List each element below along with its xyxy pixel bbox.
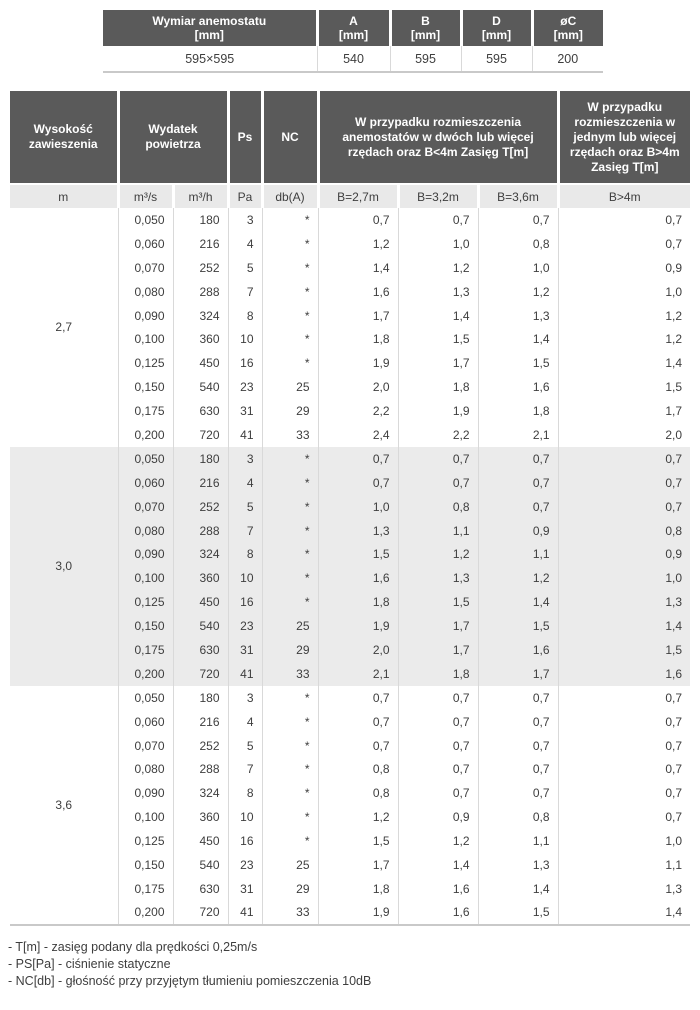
data-cell: 1,7	[398, 351, 478, 375]
data-cell: *	[262, 590, 318, 614]
data-cell: *	[262, 757, 318, 781]
data-cell: 33	[262, 901, 318, 925]
data-cell: 630	[173, 877, 228, 901]
data-cell: 720	[173, 423, 228, 447]
data-cell: 0,125	[118, 590, 173, 614]
data-cell: 31	[228, 399, 262, 423]
data-cell: 0,7	[398, 471, 478, 495]
data-cell: 1,9	[398, 399, 478, 423]
data-cell: 16	[228, 829, 262, 853]
data-cell: 29	[262, 399, 318, 423]
data-cell: 0,7	[478, 781, 558, 805]
data-cell: 0,7	[558, 805, 690, 829]
data-cell: 8	[228, 781, 262, 805]
data-cell: 1,8	[398, 375, 478, 399]
data-cell: 0,7	[398, 686, 478, 710]
data-cell: *	[262, 519, 318, 543]
data-cell: 288	[173, 280, 228, 304]
data-cell: 23	[228, 853, 262, 877]
data-cell: 3	[228, 686, 262, 710]
data-cell: 0,7	[558, 447, 690, 471]
data-cell: 180	[173, 208, 228, 232]
data-cell: 33	[262, 662, 318, 686]
data-cell: 0,7	[558, 781, 690, 805]
data-cell: 1,5	[478, 351, 558, 375]
data-cell: 23	[228, 375, 262, 399]
dimension-col-unit: [mm]	[553, 28, 583, 42]
data-cell: 1,0	[558, 566, 690, 590]
data-cell: 0,090	[118, 304, 173, 328]
data-cell: 2,1	[478, 423, 558, 447]
unit-cell: B=2,7m	[318, 184, 398, 208]
data-cell: 0,090	[118, 781, 173, 805]
data-cell: 1,8	[318, 590, 398, 614]
dimension-table	[103, 10, 603, 73]
data-cell: *	[262, 566, 318, 590]
dimension-col-unit: [mm]	[481, 28, 512, 42]
data-cell: *	[262, 208, 318, 232]
data-cell: 0,7	[558, 471, 690, 495]
data-cell: 1,1	[398, 519, 478, 543]
data-cell: 31	[228, 638, 262, 662]
data-cell: *	[262, 710, 318, 734]
data-cell: 1,5	[478, 901, 558, 925]
data-cell: 450	[173, 351, 228, 375]
data-cell: 0,7	[318, 734, 398, 758]
data-cell: *	[262, 351, 318, 375]
dimension-value: 595×595	[103, 46, 317, 72]
data-cell: 540	[173, 853, 228, 877]
data-cell: 252	[173, 256, 228, 280]
data-cell: 4	[228, 232, 262, 256]
footnote-line: - NC[db] - głośność przy przyjętym tłumieniu pomieszczenia 10dB	[8, 973, 372, 988]
dimension-value: 595	[390, 46, 461, 72]
header-single-row-range: W przypadku rozmieszczenia w jednym lub więcej rzędach oraz B>4m Zasięg T[m]	[558, 91, 690, 184]
data-cell: 0,8	[318, 781, 398, 805]
units-row	[10, 184, 690, 208]
data-cell: 1,4	[558, 901, 690, 925]
data-cell: 0,175	[118, 399, 173, 423]
data-cell: 180	[173, 686, 228, 710]
data-cell: 1,3	[558, 877, 690, 901]
unit-cell: B>4m	[558, 184, 690, 208]
data-cell: 1,5	[398, 590, 478, 614]
suspension-height-value: 2,7	[10, 208, 118, 447]
data-cell: 25	[262, 614, 318, 638]
data-cell: 0,200	[118, 423, 173, 447]
data-cell: 1,2	[478, 566, 558, 590]
data-cell: *	[262, 829, 318, 853]
data-cell: 0,060	[118, 232, 173, 256]
data-cell: 1,2	[478, 280, 558, 304]
data-cell: 0,080	[118, 280, 173, 304]
data-cell: 1,7	[398, 614, 478, 638]
unit-cell: m³/h	[173, 184, 228, 208]
data-cell: 450	[173, 829, 228, 853]
data-cell: 216	[173, 232, 228, 256]
data-cell: 1,9	[318, 351, 398, 375]
dimension-value: 595	[461, 46, 532, 72]
header-multi-row-range: W przypadku rozmieszczenia anemostatów w dwóch lub więcej rzędach oraz B<4m Zasięg T[m]	[318, 91, 558, 184]
data-cell: 25	[262, 853, 318, 877]
performance-table	[10, 91, 690, 926]
main-header-row	[10, 91, 690, 184]
data-cell: 31	[228, 877, 262, 901]
data-cell: 1,8	[398, 662, 478, 686]
data-cell: 0,7	[478, 710, 558, 734]
data-cell: *	[262, 304, 318, 328]
header-air-flow: Wydatek powietrza	[118, 91, 228, 184]
data-cell: 0,7	[558, 734, 690, 758]
data-cell: 0,7	[478, 495, 558, 519]
data-cell: 1,3	[558, 590, 690, 614]
data-cell: 10	[228, 327, 262, 351]
data-cell: 630	[173, 638, 228, 662]
data-cell: 0,050	[118, 686, 173, 710]
footnote-line: - T[m] - zasięg podany dla prędkości 0,25m/s	[8, 939, 258, 954]
data-cell: 0,150	[118, 375, 173, 399]
data-cell: 16	[228, 351, 262, 375]
data-cell: 5	[228, 256, 262, 280]
data-cell: 540	[173, 375, 228, 399]
data-cell: 29	[262, 877, 318, 901]
header-suspension-height: Wysokość zawieszenia	[10, 91, 118, 184]
data-cell: 0,7	[318, 686, 398, 710]
data-cell: 0,8	[318, 757, 398, 781]
table-row	[10, 686, 690, 710]
data-cell: 0,7	[558, 757, 690, 781]
data-cell: 1,3	[398, 280, 478, 304]
data-cell: 1,4	[478, 327, 558, 351]
data-cell: 1,0	[558, 280, 690, 304]
data-cell: *	[262, 734, 318, 758]
data-cell: 33	[262, 423, 318, 447]
data-cell: 0,070	[118, 256, 173, 280]
data-cell: 1,0	[558, 829, 690, 853]
data-cell: 1,4	[398, 853, 478, 877]
data-cell: 1,5	[558, 375, 690, 399]
data-cell: 0,070	[118, 495, 173, 519]
data-cell: 1,6	[478, 638, 558, 662]
data-cell: 1,9	[318, 901, 398, 925]
data-cell: 0,7	[478, 734, 558, 758]
data-cell: 1,3	[318, 519, 398, 543]
data-cell: 1,7	[318, 853, 398, 877]
data-cell: 29	[262, 638, 318, 662]
suspension-height-value: 3,0	[10, 447, 118, 686]
data-cell: 0,100	[118, 805, 173, 829]
data-cell: 0,9	[558, 256, 690, 280]
data-cell: 0,8	[478, 805, 558, 829]
data-cell: 2,0	[558, 423, 690, 447]
data-cell: *	[262, 280, 318, 304]
data-cell: 25	[262, 375, 318, 399]
data-cell: 1,8	[478, 399, 558, 423]
data-cell: 7	[228, 519, 262, 543]
data-cell: 0,7	[558, 232, 690, 256]
data-cell: 360	[173, 566, 228, 590]
data-cell: *	[262, 327, 318, 351]
data-cell: 41	[228, 423, 262, 447]
data-cell: 8	[228, 304, 262, 328]
dimension-col-unit: [mm]	[338, 28, 369, 42]
data-cell: 0,050	[118, 447, 173, 471]
data-cell: 1,4	[558, 614, 690, 638]
table-row	[10, 447, 690, 471]
data-cell: 1,0	[398, 232, 478, 256]
data-cell: 0,060	[118, 710, 173, 734]
footnotes	[8, 939, 700, 990]
data-cell: 4	[228, 710, 262, 734]
data-cell: 1,8	[318, 327, 398, 351]
table-row	[10, 208, 690, 232]
data-cell: 0,7	[478, 208, 558, 232]
data-cell: 1,4	[478, 877, 558, 901]
dimension-col-header	[461, 10, 532, 46]
data-cell: 0,050	[118, 208, 173, 232]
data-cell: 0,8	[398, 495, 478, 519]
dimension-col-unit: [mm]	[194, 28, 224, 42]
data-cell: 360	[173, 327, 228, 351]
data-cell: 0,7	[558, 208, 690, 232]
data-cell: 0,175	[118, 638, 173, 662]
data-cell: 0,175	[118, 877, 173, 901]
data-cell: 1,4	[478, 590, 558, 614]
unit-cell: m	[10, 184, 118, 208]
data-cell: 0,7	[558, 495, 690, 519]
unit-cell: B=3,2m	[398, 184, 478, 208]
data-cell: 1,1	[478, 542, 558, 566]
data-cell: 0,125	[118, 829, 173, 853]
data-cell: 1,5	[318, 542, 398, 566]
data-cell: 324	[173, 304, 228, 328]
data-cell: *	[262, 447, 318, 471]
data-cell: 540	[173, 614, 228, 638]
data-cell: 324	[173, 542, 228, 566]
data-cell: 360	[173, 805, 228, 829]
data-cell: 1,2	[318, 805, 398, 829]
data-cell: 7	[228, 280, 262, 304]
data-cell: 450	[173, 590, 228, 614]
data-cell: 0,090	[118, 542, 173, 566]
data-cell: 1,2	[398, 256, 478, 280]
data-cell: 252	[173, 495, 228, 519]
data-cell: 288	[173, 519, 228, 543]
data-cell: 1,2	[398, 542, 478, 566]
dimension-col-label: Wymiar anemostatu	[152, 14, 267, 28]
data-cell: 0,200	[118, 662, 173, 686]
data-cell: 1,4	[558, 351, 690, 375]
header-ps: Ps	[228, 91, 262, 184]
data-cell: *	[262, 471, 318, 495]
dimension-value-row	[103, 46, 603, 72]
data-cell: *	[262, 781, 318, 805]
data-cell: 1,2	[558, 327, 690, 351]
data-cell: 1,3	[398, 566, 478, 590]
data-cell: 1,2	[558, 304, 690, 328]
dimension-value: 200	[532, 46, 603, 72]
data-cell: 0,7	[478, 757, 558, 781]
data-cell: 1,9	[318, 614, 398, 638]
data-cell: 1,7	[318, 304, 398, 328]
data-cell: 0,7	[398, 734, 478, 758]
data-cell: 0,080	[118, 757, 173, 781]
dimension-col-header	[390, 10, 461, 46]
unit-cell: B=3,6m	[478, 184, 558, 208]
data-cell: 4	[228, 471, 262, 495]
data-cell: 1,5	[398, 327, 478, 351]
data-cell: 630	[173, 399, 228, 423]
data-cell: 1,8	[318, 877, 398, 901]
data-cell: 8	[228, 542, 262, 566]
data-cell: *	[262, 256, 318, 280]
data-cell: *	[262, 495, 318, 519]
data-cell: 0,8	[478, 232, 558, 256]
unit-cell: m³/s	[118, 184, 173, 208]
data-cell: 0,7	[318, 208, 398, 232]
data-cell: 0,7	[398, 710, 478, 734]
dimension-col-header	[532, 10, 603, 46]
data-cell: 0,150	[118, 614, 173, 638]
data-cell: 0,060	[118, 471, 173, 495]
data-cell: 41	[228, 662, 262, 686]
data-cell: 41	[228, 901, 262, 925]
data-cell: 5	[228, 734, 262, 758]
header-nc: NC	[262, 91, 318, 184]
data-cell: 216	[173, 710, 228, 734]
dimension-col-label: D	[492, 14, 501, 28]
data-cell: 720	[173, 901, 228, 925]
data-cell: 0,9	[478, 519, 558, 543]
data-cell: 3	[228, 447, 262, 471]
data-cell: 2,2	[318, 399, 398, 423]
data-cell: 0,100	[118, 327, 173, 351]
data-cell: 2,4	[318, 423, 398, 447]
data-cell: 0,7	[558, 686, 690, 710]
data-cell: 1,6	[318, 280, 398, 304]
data-cell: *	[262, 542, 318, 566]
data-cell: 1,0	[478, 256, 558, 280]
data-cell: 0,150	[118, 853, 173, 877]
dimension-col-label: A	[349, 14, 358, 28]
data-cell: 1,6	[318, 566, 398, 590]
data-cell: 1,2	[318, 232, 398, 256]
data-cell: 1,6	[558, 662, 690, 686]
data-cell: 1,7	[558, 399, 690, 423]
data-cell: 0,7	[318, 471, 398, 495]
data-cell: 0,7	[478, 447, 558, 471]
dimension-col-header	[103, 10, 317, 46]
data-cell: 720	[173, 662, 228, 686]
data-cell: 0,7	[318, 447, 398, 471]
data-cell: 0,9	[398, 805, 478, 829]
data-cell: 1,0	[318, 495, 398, 519]
data-cell: 0,080	[118, 519, 173, 543]
data-cell: 0,9	[558, 542, 690, 566]
dimension-header-row	[103, 10, 603, 46]
data-cell: 0,7	[318, 710, 398, 734]
dimension-col-label: B	[421, 14, 430, 28]
unit-cell: Pa	[228, 184, 262, 208]
data-cell: *	[262, 686, 318, 710]
dimension-col-unit: [mm]	[410, 28, 441, 42]
unit-cell: db(A)	[262, 184, 318, 208]
data-cell: 1,5	[478, 614, 558, 638]
data-cell: 1,5	[318, 829, 398, 853]
data-cell: 1,1	[558, 853, 690, 877]
data-cell: 0,200	[118, 901, 173, 925]
dimension-col-label: øC	[560, 14, 577, 28]
data-cell: 1,2	[398, 829, 478, 853]
data-cell: *	[262, 232, 318, 256]
data-cell: 0,7	[478, 686, 558, 710]
data-cell: 288	[173, 757, 228, 781]
data-cell: 1,6	[398, 877, 478, 901]
data-cell: 0,7	[478, 471, 558, 495]
data-cell: 5	[228, 495, 262, 519]
data-cell: 23	[228, 614, 262, 638]
data-cell: 0,100	[118, 566, 173, 590]
data-cell: 1,7	[398, 638, 478, 662]
suspension-height-value: 3,6	[10, 686, 118, 925]
data-cell: 3	[228, 208, 262, 232]
data-cell: 1,6	[478, 375, 558, 399]
data-cell: 1,3	[478, 304, 558, 328]
data-cell: 0,7	[398, 208, 478, 232]
data-cell: 180	[173, 447, 228, 471]
data-cell: 16	[228, 590, 262, 614]
data-cell: 0,7	[558, 710, 690, 734]
data-cell: 0,070	[118, 734, 173, 758]
data-cell: 1,1	[478, 829, 558, 853]
data-cell: 7	[228, 757, 262, 781]
data-cell: 216	[173, 471, 228, 495]
data-cell: 2,2	[398, 423, 478, 447]
data-cell: 0,8	[558, 519, 690, 543]
data-cell: 1,6	[398, 901, 478, 925]
data-cell: 252	[173, 734, 228, 758]
data-cell: 0,7	[398, 757, 478, 781]
data-cell: 2,1	[318, 662, 398, 686]
data-cell: 1,7	[478, 662, 558, 686]
data-cell: 0,7	[398, 447, 478, 471]
data-cell: 1,4	[398, 304, 478, 328]
data-cell: *	[262, 805, 318, 829]
data-cell: 10	[228, 805, 262, 829]
data-cell: 0,125	[118, 351, 173, 375]
data-cell: 1,5	[558, 638, 690, 662]
footnote-line: - PS[Pa] - ciśnienie statyczne	[8, 956, 171, 971]
dimension-value: 540	[317, 46, 390, 72]
data-cell: 324	[173, 781, 228, 805]
data-cell: 2,0	[318, 375, 398, 399]
data-cell: 1,3	[478, 853, 558, 877]
data-cell: 2,0	[318, 638, 398, 662]
data-cell: 0,7	[398, 781, 478, 805]
data-cell: 1,4	[318, 256, 398, 280]
data-cell: 10	[228, 566, 262, 590]
dimension-col-header	[317, 10, 390, 46]
